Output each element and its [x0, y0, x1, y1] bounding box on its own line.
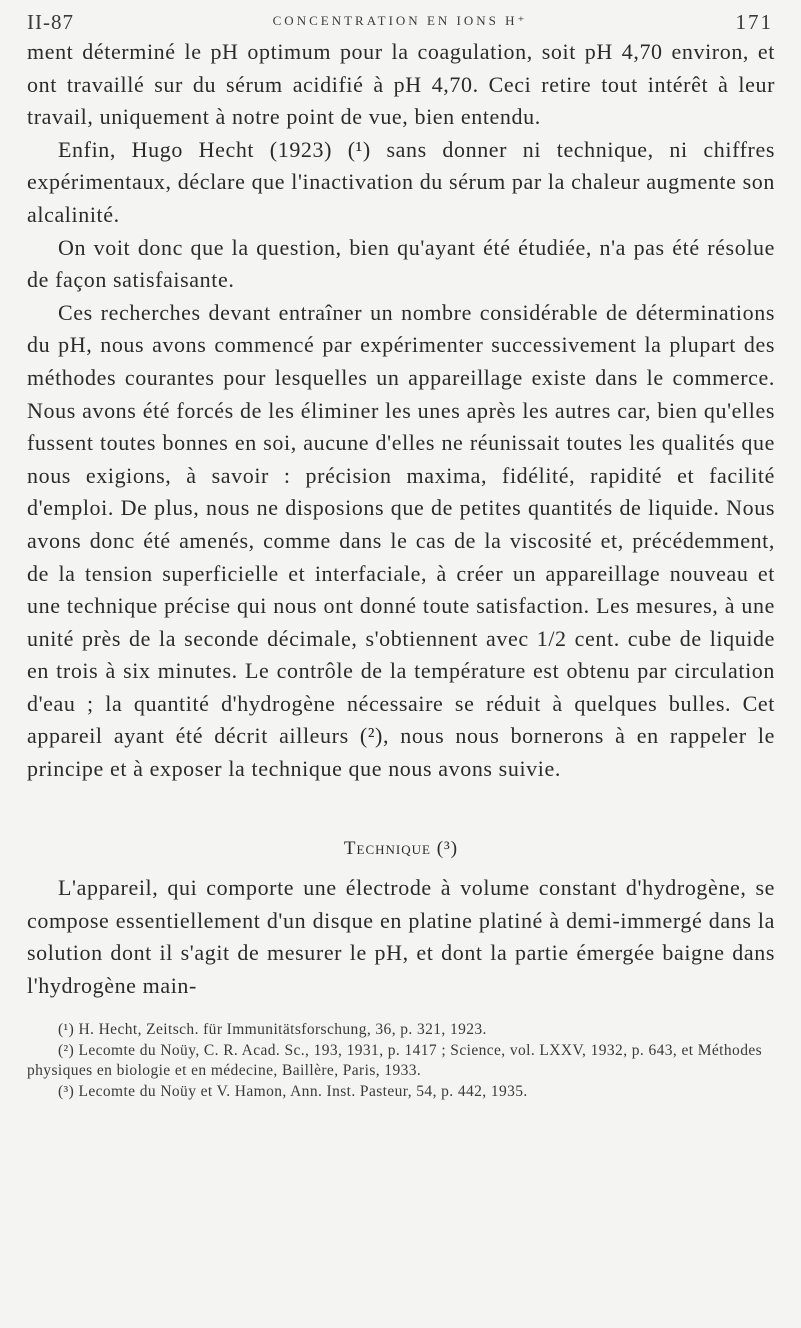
paragraph: On voit donc que la question, bien qu'ayant été étudiée, n'a pas été résolue de façon satisfaisante.: [27, 234, 775, 293]
footnote: (¹) H. Hecht, Zeitsch. für Immunitätsforschung, 36, p. 321, 1923.: [58, 1021, 487, 1038]
footnotes: [27, 1020, 775, 1102]
footnote: (³) Lecomte du Noüy et V. Hamon, Ann. Inst. Pasteur, 54, p. 442, 1935.: [58, 1082, 528, 1100]
paragraph: Ces recherches devant entraîner un nombre considérable de déterminations du pH, nous avons commencé par expérimenter successivement la plupart des méthodes courantes pour lesquelles un appareillage existe dans le commerce. Nous avons été forcés de les éliminer les unes après les autres car, bien qu'elles fussent toutes bonnes en soi, aucune d'elles ne réunissait toutes les qualités que nous exigions, à savoir : précision maxima, fidélité, rapidité et facilité d'emploi. De plus, nous ne disposions que de petites quantités de liquide. Nous avons donc été amenés, comme dans le cas de la viscosité et, précédemment, de la tension superficielle et interfaciale, à créer un appareillage nouveau et une technique précise qui nous ont donné toute satisfaction. Les mesures, à une unité près de la seconde décimale, s'obtiennent avec 1/2 cent. cube de liquide en trois à six minutes. Le contrôle de la température est obtenu par circulation d'eau ; la quantité d'hydrogène nécessaire se réduit à quelques bulles. Cet appareil ayant été décrit ailleurs (²), nous nous bornerons à en rappeler le principe et à exposer la technique que nous avons suivie.: [27, 299, 775, 782]
section-text: [27, 872, 775, 1002]
main-text: [27, 36, 775, 786]
running-title: CONCENTRATION EN IONS H⁺: [272, 13, 528, 28]
section-heading: Technique (³): [343, 838, 459, 859]
paragraph: ment déterminé le pH optimum pour la coagulation, soit pH 4,70 environ, et ont travaillé sur du sérum acidifié à pH 4,70. Ceci retire tout intérêt à leur travail, uniquement à notre point de vue, bien entendu.: [27, 39, 775, 130]
page-number: 171: [735, 10, 773, 34]
paragraph: Enfin, Hugo Hecht (1923) (¹) sans donner ni technique, ni chiffres expérimentaux, déclare que l'inactivation du sérum par la chaleur augmente son alcalinité.: [27, 136, 775, 227]
running-header: [27, 10, 773, 38]
footnote: (²) Lecomte du Noüy, C. R. Acad. Sc., 193, 1931, p. 1417 ; Science, vol. LXXV, 1932, p. 643, et Méthodes physiques en biologie et en médecine, Baillère, Paris, 1933.: [27, 1041, 763, 1079]
paragraph: L'appareil, qui comporte une électrode à volume constant d'hydrogène, se compose essentiellement d'un disque en platine platiné à demi-immergé dans la solution dont il s'agit de mesurer le pH, et dont la partie émergée baigne dans l'hydrogène main-: [27, 875, 775, 998]
chapter-number: II-87: [27, 10, 74, 34]
